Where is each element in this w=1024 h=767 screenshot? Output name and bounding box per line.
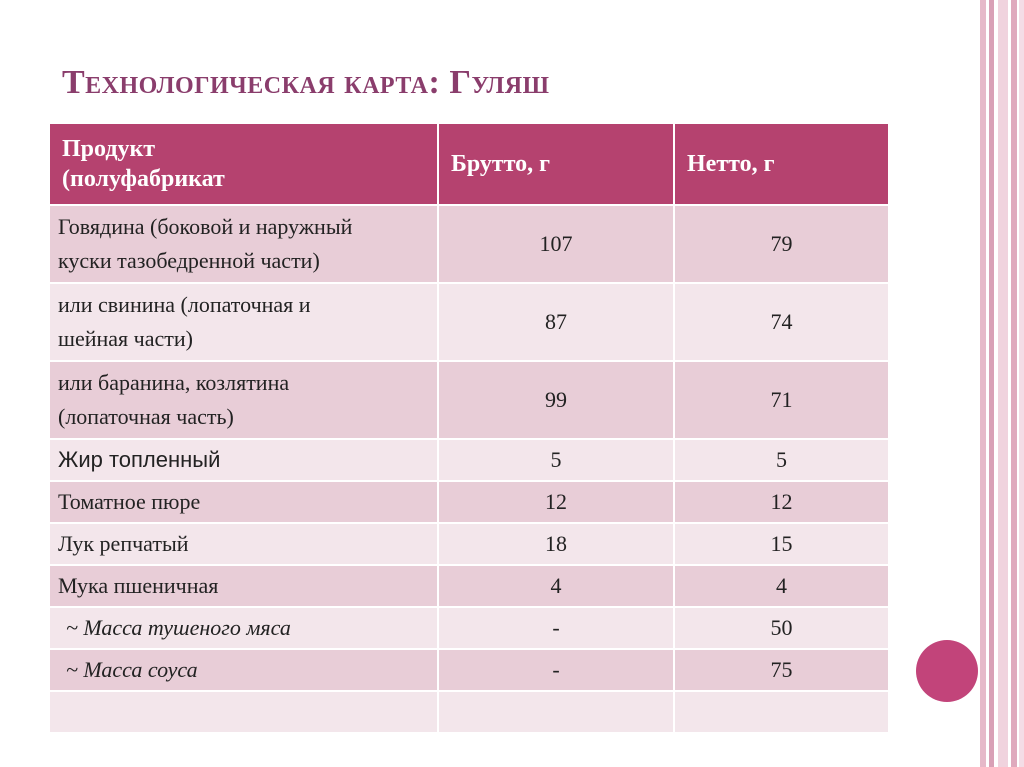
cell-brutto: 99: [438, 361, 674, 439]
cell-netto: 75: [674, 649, 888, 691]
table-row: [50, 649, 888, 691]
cell-product: [50, 361, 438, 439]
slide-title: Технологическая карта: Гуляш: [62, 64, 550, 101]
cell-product: Мука пшеничная: [50, 565, 438, 607]
decorative-stripes: [980, 0, 1024, 767]
cell-netto: 5: [674, 439, 888, 481]
cell-product: Томатное пюре: [50, 481, 438, 523]
cell-brutto: 4: [438, 565, 674, 607]
cell-brutto: [438, 691, 674, 732]
cell-netto: 4: [674, 565, 888, 607]
header-brutto: Брутто, г: [438, 124, 674, 205]
cell-brutto: -: [438, 649, 674, 691]
header-netto: Нетто, г: [674, 124, 888, 205]
cell-brutto: 12: [438, 481, 674, 523]
table-row: [50, 565, 888, 607]
cell-netto: 74: [674, 283, 888, 361]
cell-product: [50, 283, 438, 361]
table-row: [50, 205, 888, 283]
cell-product-line1: Говядина (боковой и наружный: [58, 214, 353, 239]
cell-product: [50, 205, 438, 283]
cell-netto: 15: [674, 523, 888, 565]
cell-product-line2: шейная части): [58, 326, 193, 351]
table-row: [50, 523, 888, 565]
cell-product: [50, 691, 438, 732]
cell-product: Жир топленный: [50, 439, 438, 481]
decorative-circle: [916, 640, 978, 702]
header-product: [50, 124, 438, 205]
cell-netto: 12: [674, 481, 888, 523]
cell-product-line2: куски тазобедренной части): [58, 248, 320, 273]
cell-product: ~ Масса тушеного мяса: [50, 607, 438, 649]
table-row: [50, 481, 888, 523]
cell-product-line1: или свинина (лопаточная и: [58, 292, 311, 317]
cell-netto: [674, 691, 888, 732]
cell-netto: 71: [674, 361, 888, 439]
table-row: [50, 607, 888, 649]
cell-brutto: 87: [438, 283, 674, 361]
header-product-line2: (полуфабрикат: [62, 166, 225, 192]
recipe-table: [50, 124, 888, 732]
cell-brutto: 5: [438, 439, 674, 481]
cell-brutto: -: [438, 607, 674, 649]
header-product-line1: Продукт: [62, 136, 156, 162]
table-row: [50, 361, 888, 439]
cell-product: Лук репчатый: [50, 523, 438, 565]
table-row: [50, 439, 888, 481]
table-header-row: [50, 124, 888, 205]
cell-brutto: 107: [438, 205, 674, 283]
cell-netto: 79: [674, 205, 888, 283]
cell-netto: 50: [674, 607, 888, 649]
cell-brutto: 18: [438, 523, 674, 565]
cell-product-line2: (лопаточная часть): [58, 404, 234, 429]
table-row: [50, 283, 888, 361]
cell-product-line1: или баранина, козлятина: [58, 370, 290, 395]
table-row: [50, 691, 888, 732]
cell-product: ~ Масса соуса: [50, 649, 438, 691]
